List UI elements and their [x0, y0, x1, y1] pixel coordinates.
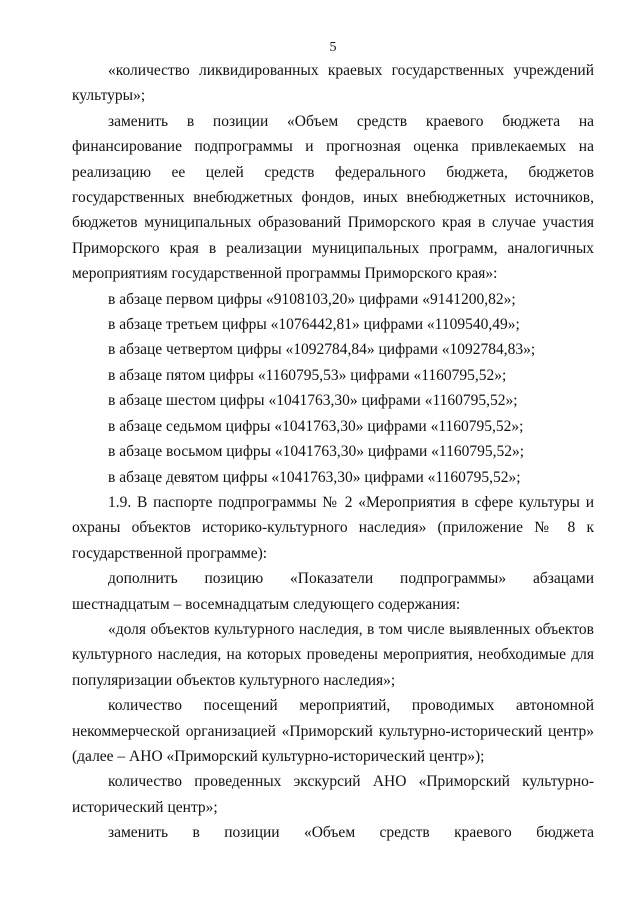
paragraph-12: дополнить позицию «Показатели подпрограммы» абзацами шестнадцатым – восемнадцатым следующего содержания: [72, 570, 594, 613]
page-number: 5 [329, 40, 337, 55]
paragraph-5: в абзаце четвертом цифры «1092784,84» цифрами «1092784,83»; [108, 341, 536, 359]
paragraph-9: в абзаце восьмом цифры «1041763,30» цифрами «1160795,52»; [108, 443, 525, 461]
paragraph-8: в абзаце седьмом цифры «1041763,30» цифрами «1160795,52»; [108, 417, 524, 435]
document-page [72, 38, 594, 846]
paragraph-10: в абзаце девятом цифры «1041763,30» цифрами «1160795,52»; [108, 468, 521, 486]
paragraph-16: заменить в позиции «Объем средств краевого бюджета [108, 824, 594, 842]
paragraph-7: в абзаце шестом цифры «1041763,30» цифрами «1160795,52»; [108, 392, 518, 410]
paragraph-15: количество проведенных экскурсий АНО «Приморский культурно-исторический центр»; [72, 773, 594, 816]
paragraph-3: в абзаце первом цифры «9108103,20» цифрами «9141200,82»; [108, 290, 516, 308]
paragraph-2: заменить в позиции «Объем средств краевого бюджета на финансирование подпрограммы и прогнозная оценка привлекаемых на реализацию ее целей средств федерального бюджета, бюджетов государственных внебюджетных фондов, иных внебюджетных источников, бюджетов муниципальных образований Приморского края в случае участия Приморского края в реализации муниципальных программ, аналогичных мероприятиям государственной программы Приморского края»: [72, 112, 594, 283]
paragraph-6: в абзаце пятом цифры «1160795,53» цифрами «1160795,52»; [108, 366, 507, 384]
paragraph-14: количество посещений мероприятий, проводимых автономной некоммерческой организацией «Приморский культурно-исторический центр» (далее – АНО «Приморский культурно-исторический центр»); [72, 697, 594, 765]
paragraph-4: в абзаце третьем цифры «1076442,81» цифрами «1109540,49»; [108, 316, 520, 334]
paragraph-1: «количество ликвидированных краевых государственных учреждений культуры»; [72, 62, 594, 105]
paragraph-11: 1.9. В паспорте подпрограммы № 2 «Мероприятия в сфере культуры и охраны объектов историко-культурного наследия» (приложение № 8 к государственной программе): [72, 493, 594, 562]
paragraph-13: «доля объектов культурного наследия, в том числе выявленных объектов культурного наследия, на которых проведены мероприятия, необходимые для популяризации объектов культурного наследия»; [72, 620, 594, 689]
